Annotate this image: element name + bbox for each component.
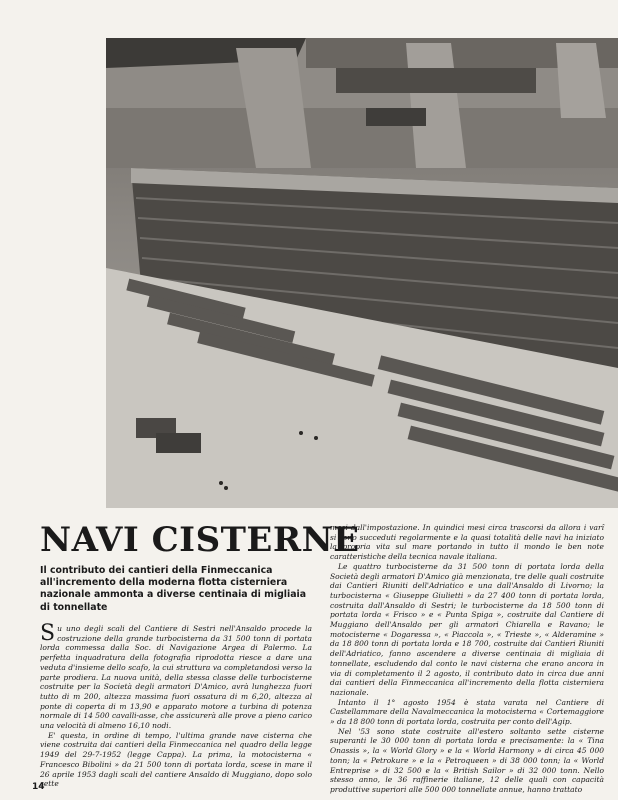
article-paragraph: Nel '53 sono state costruite all'estero soltanto sette cisterne superanti le 30 000 tonn di portata lorda e precisamente: la « Tina Onassis », la « World Glory » e la « World Harmony » di circa 45 000 tonn; la « Petrokure » e la « Petroqueen » di 38 000 tonn; la « World Entreprise » di 32 500 e la « British Sailor » di 32 000 tonn. Nello stesso anno, le 36 raffinerie italiane, 12 delle quali con capacità produttive superiori alle 500 000 tonnellate annue, hanno trattato [330, 726, 604, 794]
drop-cap: S [40, 621, 56, 646]
shipyard-photo [106, 38, 618, 508]
article-paragraph: mesi dall'impostazione. In quindici mesi circa trascorsi da allora i varî si sono succeduti regolarmente e la quasi totalità delle navi ha iniziato la propria vita sul mare portando in tutto il mondo le ben note caratteristiche della tecnica navale italiana. [330, 523, 604, 562]
page-number: 14 [32, 782, 45, 792]
article-paragraph: E' questa, in ordine di tempo, l'ultima grande nave cisterna che viene costruita dai cantieri della Finmeccanica nel quadro della legge 1949 del 29-7-1952 (legge Cappa). La prima, la motocisterna « Francesco Bibolini » da 21 500 tonn di portata lorda, scese in mare il 26 aprile 1953 dagli scali del cantiere Ansaldo di Muggiano, dopo solo sette [40, 730, 312, 789]
article-column-left [40, 621, 312, 789]
article-title: NAVI CISTERNE [40, 520, 360, 560]
article-paragraph: Le quattro turbocisterne da 31 500 tonn di portata lorda della Società degli armatori D'Amico già menzionata, tre delle quali costruite dai Cantieri Riuniti dell'Adriatico e una dall'Ansaldo di Livorno; la turbocisterna « Giuseppe Giulietti » da 27 400 tonn di portata lorda, costruita dall'Ansaldo di Sestri; le turbocisterne da 18 500 tonn di portata lorda « Frisco » e « Punta Spiga », costruite dal Cantiere di Muggiano dell'Ansaldo per gli armatori Chiarella e Ravano; le motocisterne « Dogaressa », « Piaccola », « Trieste », « Alderamine » da 18 800 tonn di portata lorda e 18 700, costruite dai Cantieri Riuniti dell'Adriatico, fanno ascendere a diverse centinaia di migliaia di tonnellate, escludendo dal conto le navi cisterna che erano ancora in via di completamento il 2 agosto, il contributo dato in circa due anni dai cantieri della Finmeccanica all'incremento della flotta cisterniera nazionale. [330, 561, 604, 697]
article-column-right [330, 523, 604, 795]
article-subtitle: Il contributo dei cantieri della Finmeccanica all'incremento della moderna flotta cisterniera nazionale ammonta a diverse centinaia di migliaia di tonnellate [40, 565, 307, 613]
paragraph-text: u uno degli scali del Cantiere di Sestri nell'Ansaldo procede la costruzione della grande turbocisterna da 31 500 tonn di portata lorda commessa dalla Soc. di Navigazione Argea di Palermo. La perfetta inquadratura della fotografia riprodotta riesce a dare una veduta d'insieme dello scafo, la cui struttura va completandosi verso la parte prodiera. La nuova unità, della stessa classe delle turbocisterne costruite per la Società degli armatori D'Amico, avrà lunghezza fuori tutto di m 200, altezza massima fuori ossatura di m 6,20, altezza al ponte di coperta di m 13,90 e apparato motore a turbina di potenza normale di 14 500 cavalli-asse, che assicurerà alle prove a pieno carico una velocità di almeno 16,10 nodi. [40, 624, 312, 731]
article-paragraph: Intanto il 1° agosto 1954 è stata varata nel Cantiere di Castellammare della Navalmeccanica la motocisterna « Cortemaggiore » da 18 800 tonn di portata lorda, costruita per conto dell'Agip. [330, 697, 604, 727]
article-paragraph [40, 621, 312, 731]
